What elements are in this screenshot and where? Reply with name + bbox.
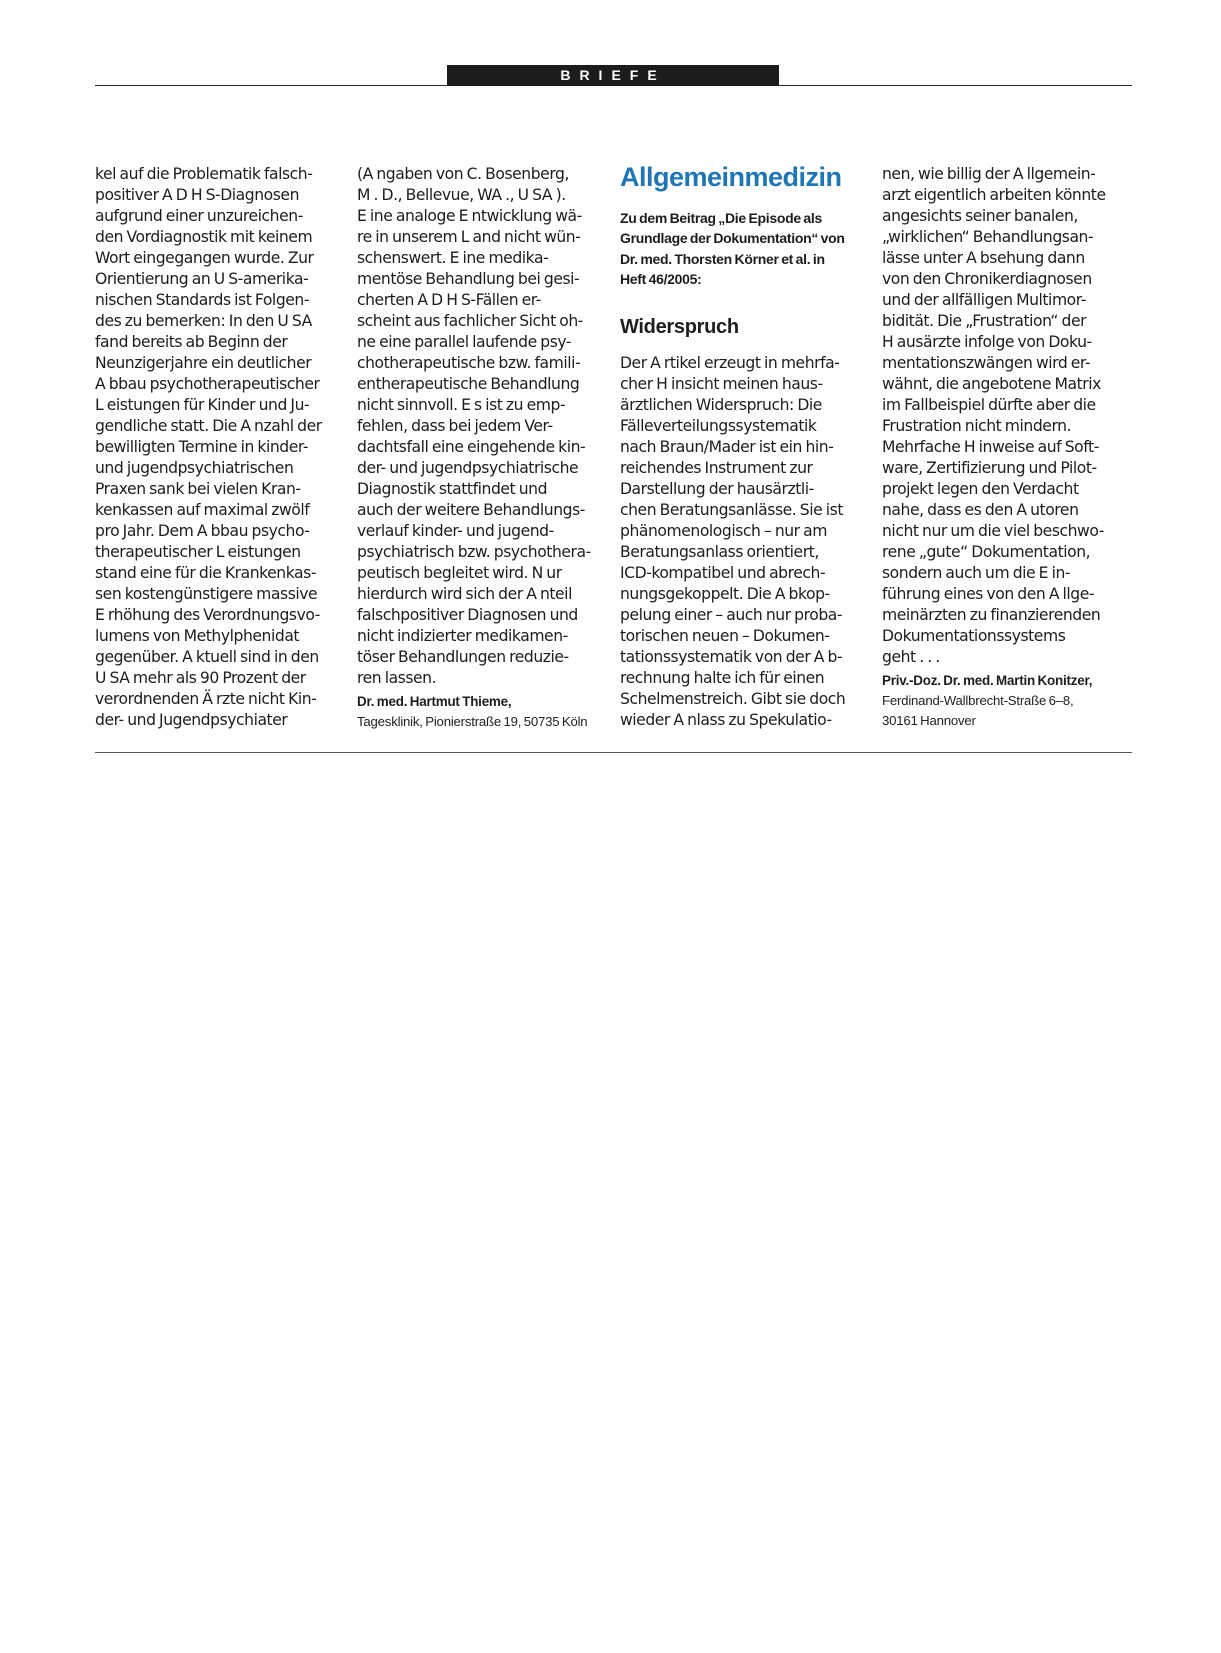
text-line: mentationszwängen wird er- bbox=[882, 354, 1091, 372]
text-line: A bbau psychotherapeutischer bbox=[95, 375, 320, 393]
text-line: cher H insicht meinen haus- bbox=[620, 375, 823, 394]
text-line: wieder A nlass zu Spekulatio- bbox=[620, 711, 832, 730]
column-3-body bbox=[620, 353, 870, 731]
text-line: gendliche statt. Die A nzahl der bbox=[95, 417, 322, 435]
text-line: aufgrund einer unzureichen- bbox=[95, 207, 303, 225]
text-line: Dokumentationssystems bbox=[882, 627, 1066, 645]
text-line: rene „gute“ Dokumentation, bbox=[882, 543, 1091, 561]
text-line: nen, wie billig der A llgemein- bbox=[882, 165, 1096, 183]
column-3 bbox=[620, 164, 870, 731]
text-line: dachtsfall eine eingehende kin- bbox=[357, 438, 586, 456]
text-line: Praxen sank bei vielen Kran- bbox=[95, 480, 301, 498]
text-line: Frustration nicht mindern. bbox=[882, 417, 1072, 435]
text-line: lumens von Methylphenidat bbox=[95, 627, 300, 645]
text-line: phänomenologisch – nur am bbox=[620, 522, 827, 541]
text-line: E rhöhung des Verordnungsvo- bbox=[95, 606, 320, 624]
text-line: ware, Zertifizierung und Pilot- bbox=[882, 459, 1097, 477]
text-line: nicht sinnvoll. E s ist zu emp- bbox=[357, 396, 566, 414]
text-line: arzt eigentlich arbeiten könnte bbox=[882, 186, 1106, 204]
text-line: nach Braun/Mader ist ein hin- bbox=[620, 438, 834, 457]
text-line: Der A rtikel erzeugt in mehrfa- bbox=[620, 354, 840, 373]
text-line: Schelmenstreich. Gibt sie doch bbox=[620, 690, 846, 709]
section-label: BRIEFE bbox=[447, 65, 779, 86]
text-line: und jugendpsychiatrischen bbox=[95, 459, 294, 477]
text-line: rechnung halte ich für einen bbox=[620, 669, 825, 688]
text-line: entherapeutische Behandlung bbox=[357, 375, 580, 393]
text-line: nicht nur um die viel beschwo- bbox=[882, 522, 1104, 540]
text-line: wähnt, die angebotene Matrix bbox=[882, 375, 1101, 393]
text-line: verordnenden Ä rzte nicht Kin- bbox=[95, 690, 317, 708]
text-line: den Vordiagnostik mit keinem bbox=[95, 228, 313, 246]
bottom-rule bbox=[95, 752, 1132, 753]
text-line: H ausärzte infolge von Doku- bbox=[882, 333, 1092, 351]
text-line: töser Behandlungen reduzie- bbox=[357, 648, 569, 666]
text-line: „wirklichen“ Behandlungsan- bbox=[882, 228, 1094, 246]
text-line: lässe unter A bsehung dann bbox=[882, 249, 1085, 267]
text-line: bewilligten Termine in kinder- bbox=[95, 438, 309, 456]
column-1 bbox=[95, 164, 345, 731]
text-line: meinärzten zu finanzierenden bbox=[882, 606, 1101, 624]
article-reference bbox=[620, 208, 870, 289]
text-line: nungsgekoppelt. Die A bkop- bbox=[620, 585, 830, 604]
signature-address bbox=[882, 691, 1132, 731]
text-line: auch der weitere Behandlungs- bbox=[357, 501, 585, 519]
text-line: L eistungen für Kinder und Ju- bbox=[95, 396, 310, 414]
text-line: torischen neuen – Dokumen- bbox=[620, 627, 830, 646]
text-line: U SA mehr als 90 Prozent der bbox=[95, 669, 306, 687]
text-line: fand bereits ab Beginn der bbox=[95, 333, 288, 351]
signature-name: Priv.-Doz. Dr. med. Martin Konitzer, bbox=[882, 673, 1093, 688]
text-line: pro Jahr. Dem A bbau psycho- bbox=[95, 522, 310, 540]
text-line: Zu dem Beitrag „Die Episode als bbox=[620, 210, 822, 226]
text-line: tationssystematik von der A b- bbox=[620, 648, 843, 667]
text-line: hierdurch wird sich der A nteil bbox=[357, 585, 572, 603]
column-4-body bbox=[882, 164, 1132, 668]
text-line: Ferdinand-Wallbrecht-Straße 6–8, bbox=[882, 693, 1074, 708]
text-line: von den Chronikerdiagnosen bbox=[882, 270, 1092, 288]
text-line: sondern auch um die E in- bbox=[882, 564, 1071, 582]
signature-name: Dr. med. Hartmut Thieme, bbox=[357, 694, 512, 709]
text-line: des zu bemerken: In den U SA bbox=[95, 312, 312, 330]
signature-address: Tagesklinik, Pionierstraße 19, 50735 Köln bbox=[357, 714, 588, 729]
text-line: der- und Jugendpsychiater bbox=[95, 711, 288, 729]
text-line: ren lassen. bbox=[357, 669, 437, 687]
text-line: re in unserem L and nicht wün- bbox=[357, 228, 581, 246]
text-line: ne eine parallel laufende psy- bbox=[357, 333, 572, 351]
section-title: Allgemeinmedizin bbox=[620, 162, 842, 192]
text-line: reichendes Instrument zur bbox=[620, 459, 813, 478]
text-line: (A ngaben von C. Bosenberg, bbox=[357, 165, 569, 183]
text-line: projekt legen den Verdacht bbox=[882, 480, 1079, 498]
text-line: angesichts seiner banalen, bbox=[882, 207, 1078, 225]
text-line: Beratungsanlass orientiert, bbox=[620, 543, 819, 562]
text-line: Orientierung an U S-amerika- bbox=[95, 270, 309, 288]
column-2-body bbox=[357, 164, 607, 689]
text-line: verlauf kinder- und jugend- bbox=[357, 522, 554, 540]
text-line: Neunzigerjahre ein deutlicher bbox=[95, 354, 312, 372]
text-line: gegenüber. A ktuell sind in den bbox=[95, 648, 319, 666]
text-line: chen Beratungsanlässe. Sie ist bbox=[620, 501, 843, 520]
text-line: mentöse Behandlung bei gesi- bbox=[357, 270, 580, 288]
letter-headline: Widerspruch bbox=[620, 316, 739, 339]
text-line: Dr. med. Thorsten Körner et al. in bbox=[620, 250, 825, 267]
text-line: E ine analoge E ntwicklung wä- bbox=[357, 207, 582, 225]
text-line: nischen Standards ist Folgen- bbox=[95, 291, 310, 309]
text-line: ärztlichen Widerspruch: Die bbox=[620, 396, 822, 415]
text-line: kenkassen auf maximal zwölf bbox=[95, 501, 310, 519]
text-line: Grundlage der Dokumentation“ von bbox=[620, 230, 845, 247]
text-line: therapeutischer L eistungen bbox=[95, 543, 301, 561]
text-line: Fälleverteilungssystematik bbox=[620, 417, 817, 436]
text-line: cherten A D H S-Fällen er- bbox=[357, 291, 541, 309]
text-line: scheint aus fachlicher Sicht oh- bbox=[357, 312, 583, 330]
text-line: und der allfälligen Multimor- bbox=[882, 291, 1086, 309]
text-line: sen kostengünstigere massive bbox=[95, 585, 318, 603]
text-line: fehlen, dass bei jedem Ver- bbox=[357, 417, 553, 435]
text-line: nicht indizierter medikamen- bbox=[357, 627, 568, 645]
text-line: nahe, dass es den A utoren bbox=[882, 501, 1079, 519]
text-line: psychiatrisch bzw. psychothera- bbox=[357, 543, 591, 561]
text-line: bidität. Die „Frustration“ der bbox=[882, 312, 1087, 330]
text-line: Mehrfache H inweise auf Soft- bbox=[882, 438, 1099, 456]
text-line: im Fallbeispiel dürfte aber die bbox=[882, 396, 1096, 414]
column-2 bbox=[357, 164, 607, 732]
text-line: falschpositiver Diagnosen und bbox=[357, 606, 578, 624]
text-line: peutisch begleitet wird. N ur bbox=[357, 564, 562, 582]
text-line: führung eines von den A llge- bbox=[882, 585, 1095, 603]
text-line: pelung einer – auch nur proba- bbox=[620, 606, 843, 625]
text-line: 30161 Hannover bbox=[882, 713, 976, 728]
text-line: der- und jugendpsychiatrische bbox=[357, 459, 579, 477]
text-line: kel auf die Problematik falsch- bbox=[95, 165, 313, 183]
text-line: Heft 46/2005: bbox=[620, 270, 702, 287]
column-4 bbox=[882, 164, 1132, 731]
text-line: positiver A D H S-Diagnosen bbox=[95, 186, 299, 204]
text-line: chotherapeutische bzw. famili- bbox=[357, 354, 581, 372]
text-line: ICD-kompatibel und abrech- bbox=[620, 564, 826, 583]
text-line: schenswert. E ine medika- bbox=[357, 249, 549, 267]
text-line: Diagnostik stattfindet und bbox=[357, 480, 548, 498]
text-line: stand eine für die Krankenkas- bbox=[95, 564, 317, 582]
text-line: M . D., Bellevue, WA ., U SA ). bbox=[357, 186, 566, 204]
text-line: Wort eingegangen wurde. Zur bbox=[95, 249, 314, 267]
text-line: geht . . . bbox=[882, 648, 940, 666]
text-line: Darstellung der hausärztli- bbox=[620, 480, 814, 499]
